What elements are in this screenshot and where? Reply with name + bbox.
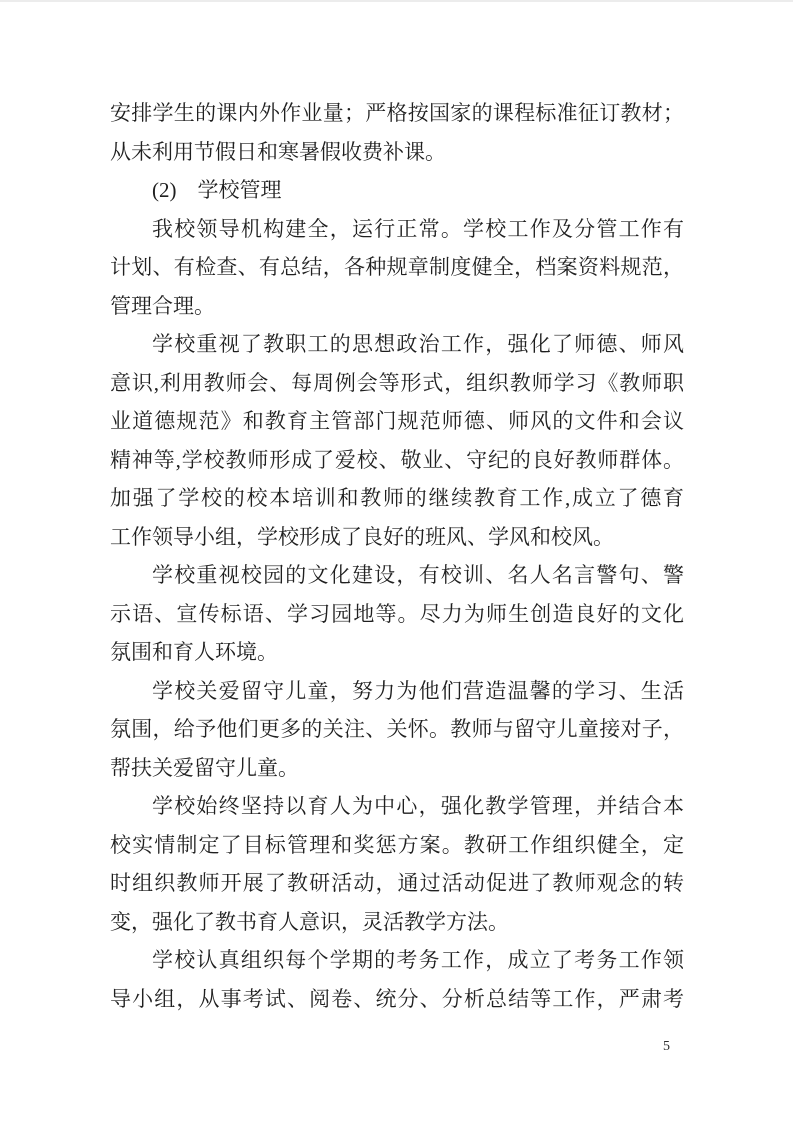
document-body xyxy=(110,94,684,1018)
text-line: 帮扶关爱留守儿童。 xyxy=(110,755,299,780)
text-line: 加强了学校的校本培训和教师的继续教育工作,成立了德育 xyxy=(110,486,684,510)
page-number: 5 xyxy=(663,1039,670,1054)
paragraph xyxy=(110,556,684,672)
text-line: 业道德规范》和教育主管部门规范师德、师风的文件和会议 xyxy=(110,409,684,433)
text-line: 意识,利用教师会、每周例会等形式，组织教师学习《教师职 xyxy=(110,370,684,395)
text-line: 工作领导小组，学校形成了良好的班风、学风和校风。 xyxy=(110,524,614,549)
text-line: 时组织教师开展了教研活动，通过活动促进了教师观念的转 xyxy=(110,871,684,895)
text-line: 计划、有检查、有总结，各种规章制度健全，档案资料规范， xyxy=(110,255,684,279)
paragraph xyxy=(110,325,684,556)
page-top-edge-line xyxy=(0,0,793,2)
text-line: 安排学生的课内外作业量；严格按国家的课程标准征订教材； xyxy=(110,101,684,125)
text-line: 学校重视校园的文化建设，有校训、名人名言警句、警 xyxy=(152,563,684,587)
text-line: 氛围，给予他们更多的关注、关怀。教师与留守儿童接对子， xyxy=(110,717,684,741)
paragraph xyxy=(110,941,684,1018)
text-line: 学校重视了教职工的思想政治工作，强化了师德、师风 xyxy=(152,332,684,356)
paragraph xyxy=(110,94,684,171)
text-line: 精神等,学校教师形成了爱校、敬业、守纪的良好教师群体。 xyxy=(110,447,684,472)
text-line: 变，强化了教书育人意识，灵活教学方法。 xyxy=(110,909,509,934)
text-line: 管理合理。 xyxy=(110,293,215,318)
text-line: 学校关爱留守儿童，努力为他们营造温馨的学习、生活 xyxy=(152,678,684,703)
paragraph xyxy=(110,171,684,210)
paragraph xyxy=(110,787,684,941)
text-line: 我校领导机构建全，运行正常。学校工作及分管工作有 xyxy=(152,216,684,241)
text-line: 学校认真组织每个学期的考务工作，成立了考务工作领 xyxy=(152,948,684,972)
text-line: 从未利用节假日和寒暑假收费补课。 xyxy=(110,139,446,164)
text-line: (2) 学校管理 xyxy=(152,178,282,202)
text-line: 学校始终坚持以育人为中心，强化教学管理，并结合本 xyxy=(152,794,684,818)
paragraph xyxy=(110,672,684,788)
text-line: 氛围和育人环境。 xyxy=(110,640,278,664)
paragraph xyxy=(110,210,684,326)
text-line: 校实情制定了目标管理和奖惩方案。教研工作组织健全，定 xyxy=(110,832,684,857)
text-line: 示语、宣传标语、学习园地等。尽力为师生创造良好的文化 xyxy=(110,601,684,626)
text-line: 导小组，从事考试、阅卷、统分、分析总结等工作，严肃考 xyxy=(110,986,684,1011)
